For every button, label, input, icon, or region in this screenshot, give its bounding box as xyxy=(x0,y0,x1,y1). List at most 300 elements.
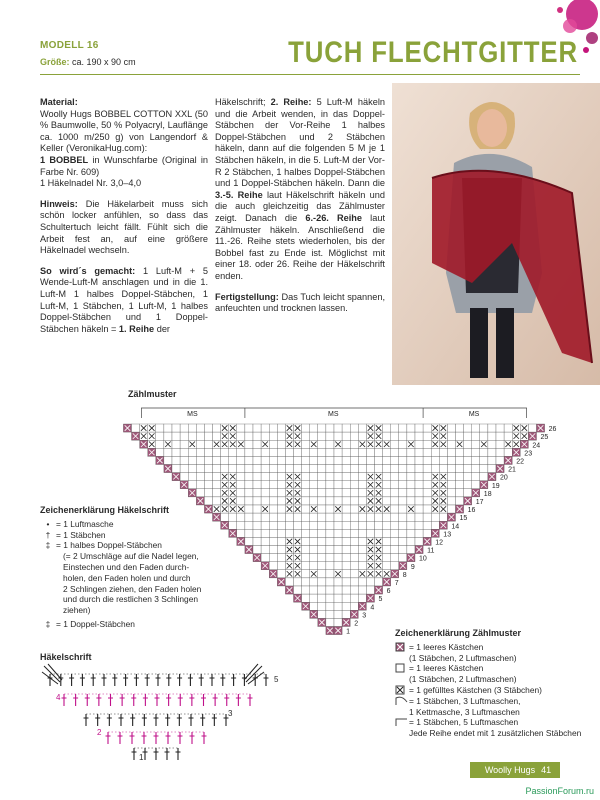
stitch-symbol xyxy=(73,694,78,706)
row-number: 4 xyxy=(370,604,375,612)
chart-cell xyxy=(310,456,318,464)
chart-cell xyxy=(350,440,358,448)
stitch-symbol xyxy=(178,694,183,706)
stitch-symbol xyxy=(189,714,194,726)
stitch-symbol xyxy=(213,694,218,706)
chart-cell xyxy=(375,513,383,521)
stitch-symbol xyxy=(62,694,67,706)
chart-cell xyxy=(407,489,415,497)
chart-cell xyxy=(399,505,407,513)
row-number: 12 xyxy=(435,539,443,547)
chart-cell xyxy=(318,465,326,473)
chart-cell xyxy=(302,473,310,481)
chart-cell xyxy=(326,554,334,562)
chart-cell xyxy=(269,424,277,432)
chart-cell xyxy=(229,465,237,473)
chart-cell xyxy=(294,448,302,456)
chart-cell xyxy=(464,465,472,473)
chart-cell xyxy=(253,481,261,489)
chart-cell xyxy=(423,440,431,448)
finish-text: Das Tuch leicht spannen, anfeuchten und trocknen lassen. xyxy=(215,291,385,314)
chart-cell xyxy=(358,562,366,570)
chart-cell xyxy=(342,537,350,545)
chart-cell xyxy=(480,424,488,432)
chart-cell xyxy=(285,456,293,464)
chart-cell xyxy=(342,473,350,481)
chart-cell xyxy=(334,537,342,545)
chart-cell xyxy=(415,456,423,464)
stitch-symbol xyxy=(131,694,136,706)
chart-cell xyxy=(172,432,180,440)
chart-cell xyxy=(423,448,431,456)
chart-cell xyxy=(391,546,399,554)
bobbel-count: 1 BOBBEL xyxy=(40,154,89,165)
hk-row-4: 4 xyxy=(56,693,61,702)
chart-cell xyxy=(261,456,269,464)
chart-cell xyxy=(326,505,334,513)
row-number: 26 xyxy=(548,426,557,434)
chart-cell xyxy=(358,537,366,545)
row-number: 18 xyxy=(483,490,492,498)
chart-cell xyxy=(318,505,326,513)
chart-cell xyxy=(253,432,261,440)
chart-cell xyxy=(350,481,358,489)
chart-cell xyxy=(196,424,204,432)
legend-zahl-title: Zeichenerklärung Zählmuster xyxy=(395,628,522,638)
chart-cell xyxy=(269,554,277,562)
legend-zahl-0: = 1 leeres Kästchen xyxy=(409,641,484,652)
chart-cell xyxy=(310,546,318,554)
chart-cell xyxy=(277,546,285,554)
stitch-symbol xyxy=(84,714,89,726)
chart-cell xyxy=(383,489,391,497)
chart-cell xyxy=(277,424,285,432)
stitch-symbol xyxy=(85,694,90,706)
chart-cell xyxy=(196,465,204,473)
chart-cell xyxy=(245,481,253,489)
chart-cell xyxy=(277,473,285,481)
chart-cell xyxy=(302,570,310,578)
chart-cell xyxy=(464,456,472,464)
chart-cell xyxy=(358,521,366,529)
stitch-symbol xyxy=(108,694,113,706)
chart-cell xyxy=(180,424,188,432)
chart-cell xyxy=(464,489,472,497)
stitch-symbol xyxy=(48,674,53,686)
chart-cell xyxy=(269,513,277,521)
col2-text-d: laut Zählmuster häkeln. Anschließend die 11.-26. Reihe stets wiederholen, bis der Bobbel fast zu Ende ist. Möglichst mit einer 18. oder 26. Reihe der Häkelschrift enden. xyxy=(215,212,385,281)
chart-cell xyxy=(285,513,293,521)
chart-cell xyxy=(277,456,285,464)
chart-cell xyxy=(423,456,431,464)
chart-cell xyxy=(350,497,358,505)
row-number: 24 xyxy=(532,442,541,450)
chart-cell xyxy=(213,456,221,464)
row-6-26-label: 6.-26. Reihe xyxy=(305,212,363,223)
chart-cell xyxy=(399,465,407,473)
chart-cell xyxy=(180,440,188,448)
chart-cell xyxy=(172,456,180,464)
chart-cell xyxy=(277,448,285,456)
chart-cell xyxy=(358,529,366,537)
chart-cell xyxy=(302,554,310,562)
chart-cell xyxy=(277,570,285,578)
chart-cell xyxy=(237,481,245,489)
size-line xyxy=(40,57,136,67)
chart-cell xyxy=(391,537,399,545)
chart-cell xyxy=(528,424,536,432)
chart-cell xyxy=(318,537,326,545)
chart-cell xyxy=(358,448,366,456)
chart-cell xyxy=(391,432,399,440)
chart-cell xyxy=(334,481,342,489)
bar-stitch-icon xyxy=(395,717,409,727)
size-label: Größe: xyxy=(40,57,70,67)
chart-cell xyxy=(213,465,221,473)
chart-cell xyxy=(326,586,334,594)
row-number: 1 xyxy=(346,628,351,636)
chart-cell xyxy=(285,529,293,537)
row-number: 17 xyxy=(475,499,484,506)
chart-cell xyxy=(350,578,358,586)
legend-zahl-2: = 1 gefülltes Kästchen (3 Stäbchen) xyxy=(409,684,542,695)
chart-cell xyxy=(342,578,350,586)
chart-cell xyxy=(261,473,269,481)
chart-cell xyxy=(456,497,464,505)
chart-cell xyxy=(204,440,212,448)
chart-cell xyxy=(334,456,342,464)
row-number: 10 xyxy=(419,555,427,563)
chart-cell xyxy=(423,505,431,513)
chart-cell xyxy=(415,537,423,545)
hint-label: Hinweis: xyxy=(40,198,78,209)
chart-cell xyxy=(342,440,350,448)
hk-row-1: 1 xyxy=(139,753,144,762)
stitch-symbol xyxy=(107,714,112,726)
chart-cell xyxy=(326,570,334,578)
chart-cell xyxy=(302,497,310,505)
chart-cell xyxy=(310,465,318,473)
chart-cell xyxy=(269,537,277,545)
chart-cell xyxy=(294,465,302,473)
legend-zahl-1-sub: (1 Stäbchen, 2 Luftmaschen) xyxy=(409,674,517,685)
chart-cell xyxy=(350,505,358,513)
chart-cell xyxy=(302,529,310,537)
chart-cell xyxy=(318,448,326,456)
chart-cell xyxy=(310,521,318,529)
chart-cell xyxy=(456,465,464,473)
chart-cell xyxy=(391,513,399,521)
chart-cell xyxy=(253,497,261,505)
chart-cell xyxy=(415,473,423,481)
chart-cell xyxy=(318,489,326,497)
chart-cell xyxy=(277,513,285,521)
chart-cell xyxy=(318,610,326,618)
chart-cell xyxy=(172,440,180,448)
chart-cell xyxy=(342,432,350,440)
row-number: 22 xyxy=(516,458,524,466)
chart-cell xyxy=(132,424,140,432)
chart-cell xyxy=(277,440,285,448)
chart-cell xyxy=(318,546,326,554)
chart-cell xyxy=(447,456,455,464)
chart-cell xyxy=(318,513,326,521)
chart-cell xyxy=(342,529,350,537)
legend-haekel-title: Zeichenerklärung Häkelschrift xyxy=(40,505,170,515)
chart-cell xyxy=(447,424,455,432)
chart-cell xyxy=(326,448,334,456)
chart-cell xyxy=(334,465,342,473)
chart-cell xyxy=(342,481,350,489)
chart-cell xyxy=(237,424,245,432)
chart-cell xyxy=(456,448,464,456)
chart-cell xyxy=(423,473,431,481)
chart-cell xyxy=(156,432,164,440)
chart-cell xyxy=(366,513,374,521)
chart-cell xyxy=(302,481,310,489)
chart-cell xyxy=(204,473,212,481)
row-3-5-label: 3.-5. Reihe xyxy=(215,189,263,200)
row-number: 23 xyxy=(524,450,533,458)
chart-cell xyxy=(407,473,415,481)
chart-cell xyxy=(326,537,334,545)
chart-cell xyxy=(310,562,318,570)
chart-cell xyxy=(237,489,245,497)
chart-cell xyxy=(399,481,407,489)
model-number: MODELL 16 xyxy=(40,40,99,51)
chart-cell xyxy=(221,465,229,473)
chart-cell xyxy=(229,456,237,464)
chart-cell xyxy=(277,505,285,513)
chart-cell xyxy=(342,521,350,529)
chart-cell xyxy=(269,456,277,464)
how-label: So wird´s gemacht: xyxy=(40,265,136,276)
chart-cell xyxy=(302,489,310,497)
chart-cell xyxy=(326,562,334,570)
hk-row-5: 5 xyxy=(274,675,279,684)
stitch-symbol xyxy=(210,674,215,686)
chart-cell xyxy=(302,432,310,440)
chart-cell xyxy=(245,432,253,440)
chart-cell xyxy=(334,473,342,481)
chart-cell xyxy=(213,489,221,497)
text-column-1 xyxy=(40,97,208,344)
row-number: 6 xyxy=(386,588,391,596)
chart-cell xyxy=(237,465,245,473)
row-number: 20 xyxy=(500,474,508,482)
chart-cell xyxy=(423,432,431,440)
chart-cell xyxy=(326,546,334,554)
chart-cell xyxy=(423,424,431,432)
col2-text-a: Häkelschrift; xyxy=(215,97,271,107)
chart-cell xyxy=(342,456,350,464)
watermark: PassionForum.ru xyxy=(525,786,594,796)
chart-cell xyxy=(350,473,358,481)
chart-cell xyxy=(358,513,366,521)
chart-cell xyxy=(334,602,342,610)
chart-cell xyxy=(415,424,423,432)
chart-cell xyxy=(456,456,464,464)
chart-cell xyxy=(269,497,277,505)
chart-cell xyxy=(261,448,269,456)
chart-cell xyxy=(253,424,261,432)
chart-cell xyxy=(237,456,245,464)
chart-cell xyxy=(269,562,277,570)
ms-label: MS xyxy=(187,411,198,418)
chart-cell xyxy=(318,594,326,602)
text-column-2 xyxy=(215,97,385,324)
chart-cell xyxy=(350,554,358,562)
stitch-symbol xyxy=(143,694,148,706)
chart-cell xyxy=(334,578,342,586)
page-footer xyxy=(470,762,560,778)
chart-cell xyxy=(488,440,496,448)
chart-cell xyxy=(277,537,285,545)
chart-cell xyxy=(415,521,423,529)
chart-cell xyxy=(172,424,180,432)
chart-cell xyxy=(423,497,431,505)
stitch-symbol xyxy=(123,674,128,686)
stitch-symbol xyxy=(231,674,236,686)
chart-cell xyxy=(213,497,221,505)
chart-cell xyxy=(180,448,188,456)
chart-cell xyxy=(399,497,407,505)
chart-cell xyxy=(456,489,464,497)
chart-cell xyxy=(415,489,423,497)
chart-cell xyxy=(204,465,212,473)
size-value: ca. 190 x 90 cm xyxy=(72,57,136,67)
chart-cell xyxy=(294,578,302,586)
chart-cell xyxy=(423,489,431,497)
chart-cell xyxy=(261,424,269,432)
row-number: 19 xyxy=(491,482,500,490)
col2-text-b: 5 Luft-M häkeln und die Arbeit wenden, in das Doppel-Stäbchen der Vor-Reihe 1 halbes Doppel-Stäbchen und 2 Stäbchen häkeln, dann auf die folgenden 5 M je 1 Stäbchen häkeln, in die 5. Luft-M der Vor-R 2 Stäbchen, 1 halbes Doppel-Stäbchen und 1 Doppel-Stäbchen häkeln. Dann die xyxy=(215,97,385,189)
chart-cell xyxy=(423,529,431,537)
chart-cell xyxy=(318,473,326,481)
bobbel-text: in Wunschfarbe (Original in Farbe Nr. 609) xyxy=(40,154,208,177)
stitch-symbol xyxy=(145,674,150,686)
chart-cell xyxy=(399,432,407,440)
chart-cell xyxy=(342,586,350,594)
row-number: 14 xyxy=(451,523,460,531)
chart-cell xyxy=(318,529,326,537)
chart-cell xyxy=(488,432,496,440)
chart-cell xyxy=(504,432,512,440)
stitch-symbol xyxy=(154,732,159,744)
chart-cell xyxy=(375,521,383,529)
chart-cell xyxy=(302,521,310,529)
chart-cell xyxy=(334,489,342,497)
stitch-symbol xyxy=(58,674,63,686)
chart-cell xyxy=(350,489,358,497)
row-number: 3 xyxy=(362,612,367,620)
row-number: 9 xyxy=(410,563,415,571)
haekelschrift-title: Häkelschrift xyxy=(40,652,92,662)
chart-cell xyxy=(464,448,472,456)
chart-cell xyxy=(237,432,245,440)
chart-cell xyxy=(172,448,180,456)
chart-cell xyxy=(439,513,447,521)
chart-cell xyxy=(464,424,472,432)
row-number: 8 xyxy=(402,571,407,579)
chart-cell xyxy=(431,465,439,473)
chart-cell xyxy=(318,570,326,578)
arc-stitch-icon xyxy=(395,696,409,706)
chart-cell xyxy=(488,456,496,464)
chart-cell xyxy=(180,456,188,464)
stitch-symbol xyxy=(142,714,147,726)
chart-cell xyxy=(488,448,496,456)
chart-cell xyxy=(269,481,277,489)
chart-cell xyxy=(383,521,391,529)
legend-item-chain: = 1 Luftmasche xyxy=(56,518,114,529)
row-number: 5 xyxy=(378,596,383,604)
chart-cell xyxy=(399,424,407,432)
legend-haekelschrift xyxy=(40,505,270,630)
chart-cell xyxy=(204,497,212,505)
chart-cell xyxy=(480,432,488,440)
chart-cell xyxy=(472,424,480,432)
chart-cell xyxy=(391,481,399,489)
chart-cell xyxy=(415,448,423,456)
chart-cell xyxy=(245,489,253,497)
chart-cell xyxy=(391,473,399,481)
chart-cell xyxy=(334,610,342,618)
stitch-symbol xyxy=(130,732,135,744)
chart-cell xyxy=(302,448,310,456)
chart-cell xyxy=(196,432,204,440)
chart-cell xyxy=(407,529,415,537)
chart-cell xyxy=(277,529,285,537)
chart-cell xyxy=(415,465,423,473)
row-number: 2 xyxy=(354,620,359,628)
chart-cell xyxy=(310,578,318,586)
chart-cell xyxy=(285,448,293,456)
chart-cell xyxy=(285,578,293,586)
chart-cell xyxy=(318,578,326,586)
stitch-symbol xyxy=(155,694,160,706)
chart-cell xyxy=(334,432,342,440)
chart-cell xyxy=(326,497,334,505)
chart-cell xyxy=(431,448,439,456)
chart-cell xyxy=(350,465,358,473)
stitch-symbol xyxy=(95,714,100,726)
chart-cell xyxy=(488,465,496,473)
chart-cell xyxy=(213,481,221,489)
chart-cell xyxy=(302,546,310,554)
chart-cell xyxy=(464,440,472,448)
chart-cell xyxy=(310,481,318,489)
chart-cell xyxy=(391,554,399,562)
chart-cell xyxy=(350,570,358,578)
chart-cell xyxy=(375,456,383,464)
chart-cell xyxy=(383,432,391,440)
chart-cell xyxy=(326,521,334,529)
stitch-symbol xyxy=(212,714,217,726)
chart-cell xyxy=(188,432,196,440)
row-number: 11 xyxy=(427,547,435,555)
chart-cell xyxy=(156,448,164,456)
legend-zahl-4: = 1 Stäbchen, 5 Luftmaschen xyxy=(409,717,519,728)
stitch-symbol xyxy=(165,714,170,726)
stitch-symbol xyxy=(176,748,181,760)
chart-cell xyxy=(431,521,439,529)
chart-cell xyxy=(496,432,504,440)
chart-cell xyxy=(383,456,391,464)
chart-cell xyxy=(277,489,285,497)
chart-cell xyxy=(310,537,318,545)
legend-zahl-0-sub: (1 Stäbchen, 2 Luftmaschen) xyxy=(409,652,517,663)
